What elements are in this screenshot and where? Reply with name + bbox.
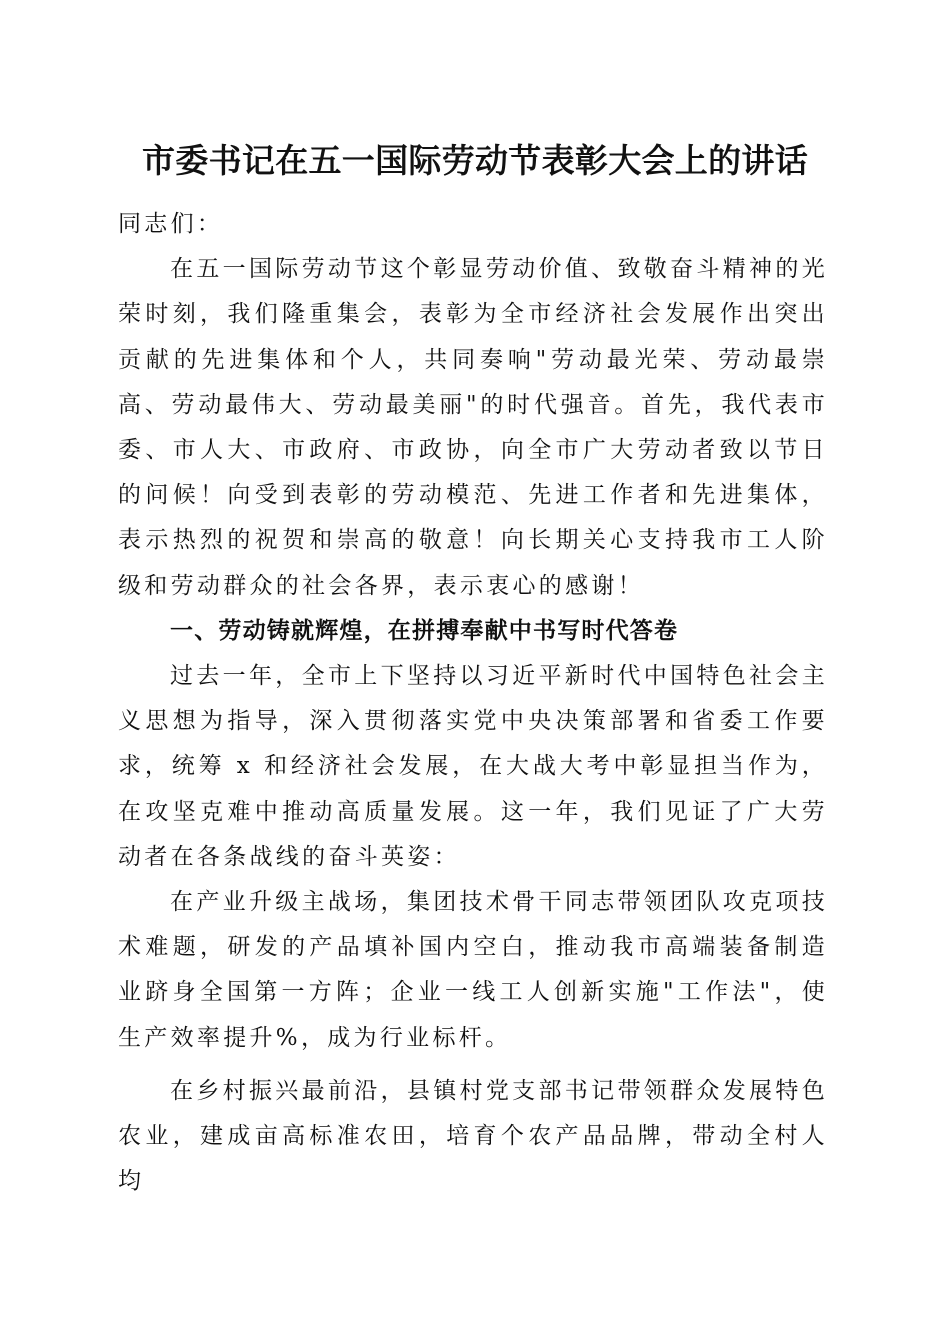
section1-paragraph-1: 过去一年，全市上下坚持以习近平新时代中国特色社会主义思想为指导，深入贯彻落实党中央决策部署和省委工作要求，统筹 x 和经济社会发展，在大战大考中彰显担当作为，在攻坚克难中推动高质量发展。这一年，我们见证了广大劳动者在各条战线的奋斗英姿： bbox=[118, 663, 828, 870]
intro-paragraph: 在五一国际劳动节这个彰显劳动价值、致敬奋斗精神的光荣时刻，我们隆重集会，表彰为全市经济社会发展作出突出贡献的先进集体和个人，共同奏响"劳动最光荣、劳动最崇高、劳动最伟大、劳动最美丽"的时代强音。首先，我代表市委、市人大、市政府、市政协，向全市广大劳动者致以节日的问候！向受到表彰的劳动模范、先进工作者和先进集体，表示热烈的祝贺和崇高的敬意！向长期关心支持我市工人阶级和劳动群众的社会各界，表示衷心的感谢！ bbox=[118, 256, 828, 599]
document-title: 市委书记在五一国际劳动节表彰大会上的讲话 bbox=[142, 141, 808, 180]
salutation: 同志们： bbox=[118, 211, 224, 237]
section1-paragraph-2: 在产业升级主战场，集团技术骨干同志带领团队攻克项技术难题，研发的产品填补国内空白，推动我市高端装备制造业跻身全国第一方阵；企业一线工人创新实施"工作法"，使生产效率提升%，成为行业标杆。 bbox=[118, 889, 828, 1051]
section-heading-1: 一、劳动铸就辉煌，在拼搏奉献中书写时代答卷 bbox=[170, 617, 679, 644]
section1-paragraph-3: 在乡村振兴最前沿，县镇村党支部书记带领群众发展特色农业，建成亩高标准农田，培育个农产品品牌，带动全村人均 bbox=[118, 1077, 828, 1195]
document-body bbox=[118, 202, 828, 1204]
